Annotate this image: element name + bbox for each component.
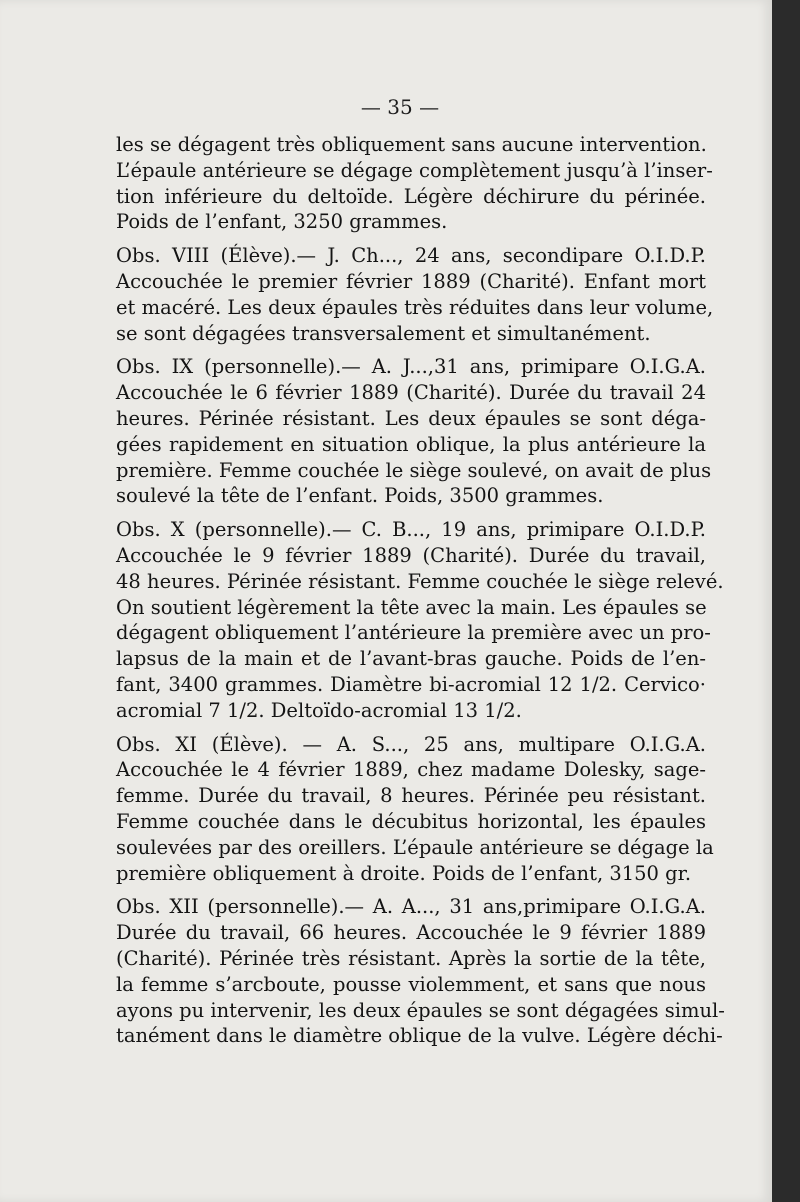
text-line: se sont dégagées transversalement et simultanément. xyxy=(116,321,651,345)
text-line: 48 heures. Périnée résistant. Femme couchée le siège relevé. xyxy=(116,569,724,593)
text-line: tanément dans le diamètre oblique de la vulve. Légère déchi- xyxy=(116,1024,723,1048)
text-line: Durée du travail, 66 heures. Accouchée le 9 février 1889 xyxy=(116,921,706,945)
text-line: lapsus de la main et de l’avant-bras gauche. Poids de l’en- xyxy=(116,647,706,671)
paragraph-gap xyxy=(116,235,706,243)
text-line: Obs. IX (personnelle).— A. J...,31 ans, primipare O.I.G.A. xyxy=(116,355,706,379)
text-line: Accouchée le 4 février 1889, chez madame Dolesky, sage- xyxy=(116,758,706,782)
page-number: — 35 — xyxy=(360,95,440,119)
text-line: Obs. XII (personnelle).— A. A..., 31 ans,primipare O.I.G.A. xyxy=(116,895,706,919)
text-line: dégagent obliquement l’antérieure la première avec un pro- xyxy=(116,621,711,645)
text-line: soulevé la tête de l’enfant. Poids, 3500 grammes. xyxy=(116,484,604,508)
text-line: Poids de l’enfant, 3250 grammes. xyxy=(116,210,448,234)
text-line: la femme s’arcboute, pousse violemment, et sans que nous xyxy=(116,972,706,996)
text-line: ayons pu intervenir, les deux épaules se sont dégagées simul- xyxy=(116,998,725,1022)
text-line: L’épaule antérieure se dégage complètement jusqu’à l’inser- xyxy=(116,158,713,182)
text-line: et macéré. Les deux épaules très réduites dans leur volume, xyxy=(116,295,714,319)
text-line: Accouchée le 9 février 1889 (Charité). Durée du travail, xyxy=(116,543,706,567)
text-line: tion inférieure du deltoïde. Légère déchirure du périnée. xyxy=(116,184,706,208)
paragraph-gap xyxy=(116,346,706,354)
text-line: Obs. X (personnelle).— C. B..., 19 ans, primipare O.I.D.P. xyxy=(116,518,706,542)
text-line: les se dégagent très obliquement sans aucune intervention. xyxy=(116,133,707,156)
text-line: première obliquement à droite. Poids de l’enfant, 3150 gr. xyxy=(116,861,692,885)
body-text xyxy=(116,132,725,1049)
paragraph-gap xyxy=(116,886,706,894)
paragraph xyxy=(116,243,714,346)
text-line: On soutient légèrement la tête avec la main. Les épaules se xyxy=(116,595,707,619)
text-line: Femme couchée dans le décubitus horizontal, les épaules xyxy=(116,809,706,833)
text-line: Accouchée le 6 février 1889 (Charité). Durée du travail 24 xyxy=(116,381,706,405)
paragraph xyxy=(116,732,714,887)
text-line: femme. Durée du travail, 8 heures. Périnée peu résistant. xyxy=(116,784,706,808)
text-line: gées rapidement en situation oblique, la plus antérieure la xyxy=(116,432,706,456)
paragraph xyxy=(116,517,724,723)
text-line: fant, 3400 grammes. Diamètre bi-acromial 12 1/2. Cervico· xyxy=(116,672,706,696)
paragraph xyxy=(116,894,725,1049)
text-line: acromial 7 1/2. Deltoïdo-acromial 13 1/2. xyxy=(116,698,522,722)
text-line: (Charité). Périnée très résistant. Après la sortie de la tête, xyxy=(116,946,706,970)
text-line: Obs. VIII (Élève).— J. Ch..., 24 ans, secondipare O.I.D.P. xyxy=(116,244,706,268)
paragraph xyxy=(116,132,713,235)
paragraph xyxy=(116,354,712,509)
paragraph-gap xyxy=(116,509,706,517)
text-line: première. Femme couchée le siège soulevé, on avait de plus xyxy=(116,458,712,482)
text-line: heures. Périnée résistant. Les deux épaules se sont déga- xyxy=(116,406,706,430)
text-line: Accouchée le premier février 1889 (Charité). Enfant mort xyxy=(116,269,706,293)
text-line: Obs. XI (Élève). — A. S..., 25 ans, multipare O.I.G.A. xyxy=(116,732,706,756)
paragraph-gap xyxy=(116,724,706,732)
text-line: soulevées par des oreillers. L’épaule antérieure se dégage la xyxy=(116,835,714,859)
